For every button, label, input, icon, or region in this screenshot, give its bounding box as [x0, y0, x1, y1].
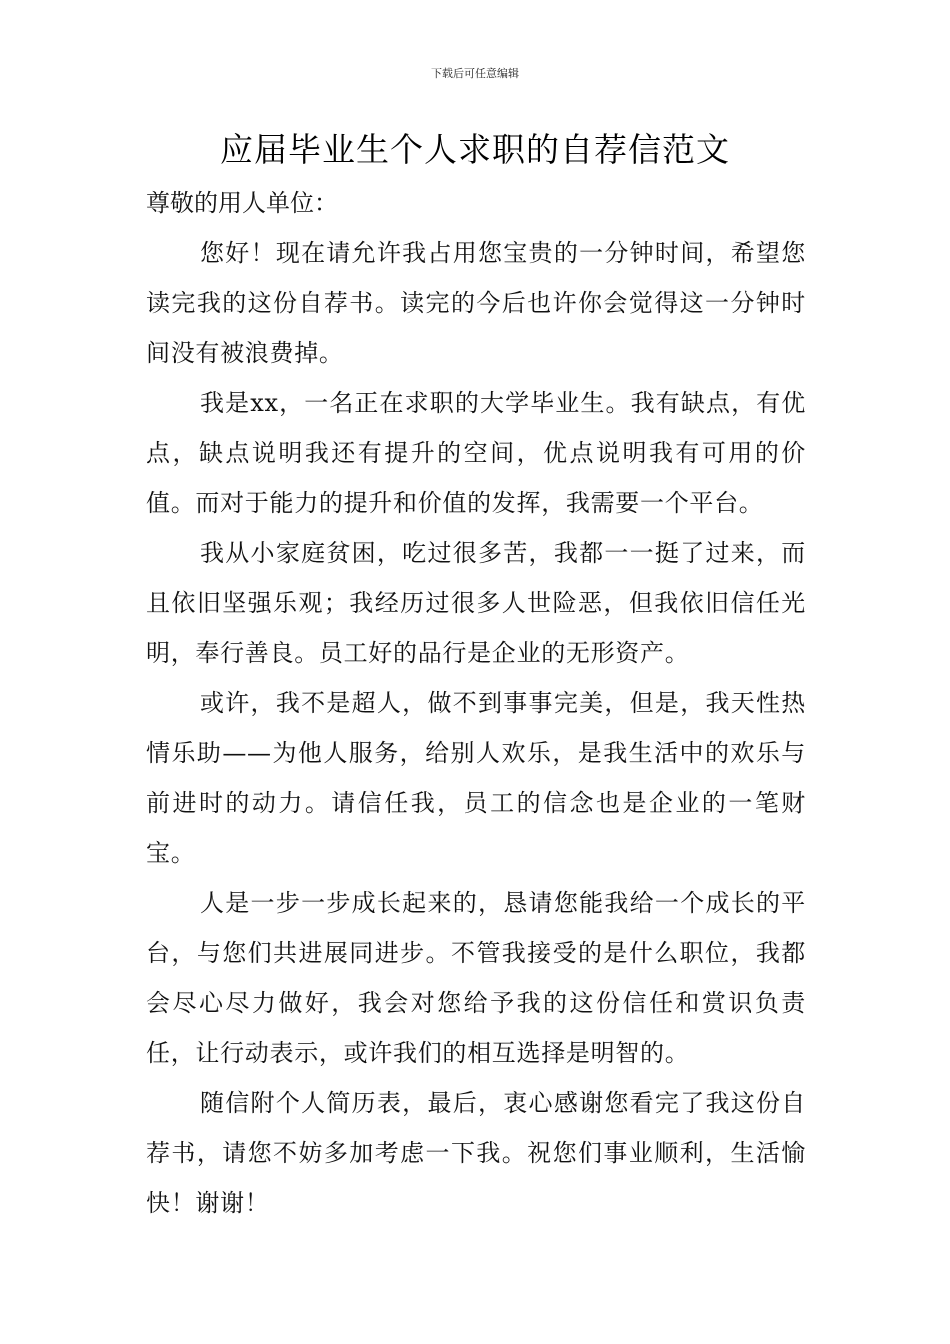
- paragraph-closing: 随信附个人简历表，最后，衷心感谢您看完了我这份自荐书，请您不妨多加考虑一下我。祝您们事业顺利，生活愉快！谢谢！: [146, 1089, 806, 1217]
- paragraph-commitment: 人是一步一步成长起来的，恳请您能我给一个成长的平台，与您们共进展同进步。不管我接受的是什么职位，我都会尽心尽力做好，我会对您给予我的这份信任和赏识负责任，让行动表示，或许我们的相互选择是明智的。: [146, 889, 806, 1067]
- paragraph-background: 我从小家庭贫困，吃过很多苦，我都一一挺了过来，而且依旧坚强乐观；我经历过很多人世险恶，但我依旧信任光明，奉行善良。员工好的品行是企业的无形资产。: [146, 539, 806, 667]
- paragraph-character: 或许，我不是超人，做不到事事完美，但是，我天性热情乐助——为他人服务，给别人欢乐，是我生活中的欢乐与前进时的动力。请信任我，员工的信念也是企业的一笔财宝。: [146, 689, 806, 867]
- letter-body: [146, 178, 806, 1228]
- salutation: 尊敬的用人单位：: [146, 189, 338, 217]
- paragraph-greeting: 您好！现在请允许我占用您宝贵的一分钟时间，希望您读完我的这份自荐书。读完的今后也许你会觉得这一分钟时间没有被浪费掉。: [146, 239, 806, 367]
- header-note: 下载后可任意编辑: [431, 67, 519, 80]
- document-title: 应届毕业生个人求职的自荐信范文: [220, 130, 730, 169]
- paragraph-introduction: 我是xx，一名正在求职的大学毕业生。我有缺点，有优点，缺点说明我还有提升的空间，优点说明我有可用的价值。而对于能力的提升和价值的发挥，我需要一个平台。: [146, 389, 806, 517]
